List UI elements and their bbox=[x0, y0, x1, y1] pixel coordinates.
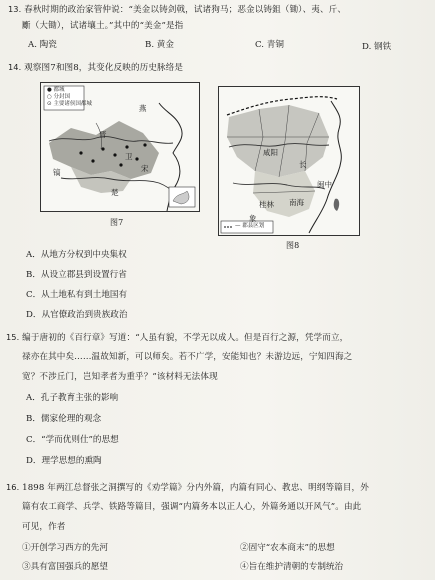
q15-line1 bbox=[6, 332, 348, 344]
q15-line3: 宽？不涉丘门，岂知孝者为重乎？”该材料无法体现 bbox=[22, 372, 218, 382]
q16-line3: 可见，作者 bbox=[22, 522, 66, 532]
q14-stem: 观察图7和图8，其变化反映的历史脉络是 bbox=[24, 63, 184, 73]
q13-line1 bbox=[8, 4, 346, 16]
map7-caption: 图7 bbox=[110, 218, 124, 227]
q14-option-a: A．从地方分权到中央集权 bbox=[26, 250, 127, 260]
q13-option-c: C. 青铜 bbox=[255, 40, 284, 50]
map8-label: 长 bbox=[299, 160, 307, 169]
q13-number: 13. bbox=[8, 4, 22, 14]
map7-label: 卫 bbox=[125, 152, 133, 161]
map8-legend: — 郡县区划 bbox=[235, 223, 265, 229]
q16-line2: 篇有农工商学、兵学、铁路等篇目，强调“内篇务本以正人心，外篇务通以开风气”。由此 bbox=[22, 502, 362, 512]
map7-label: 宋 bbox=[141, 164, 149, 173]
q14-number: 14. bbox=[8, 62, 22, 72]
q14-option-b: B．从设立郡县到设置行省 bbox=[26, 270, 127, 280]
map-figure-8 bbox=[218, 86, 360, 236]
q14-option-d: D．从官僚政治到贵族政治 bbox=[26, 310, 128, 320]
map7-legend-item: ● 都城 bbox=[47, 87, 65, 93]
q15-option-d: D．理学思想的熏陶 bbox=[26, 456, 102, 466]
q16-statement-2: ②固守“农本商末”的思想 bbox=[240, 543, 335, 553]
q13-option-d: D. 钢铁 bbox=[362, 42, 392, 52]
q13-line2: 斸（大锄），试诸壤土。”其中的“美金”是指 bbox=[22, 21, 184, 31]
q15-line2: 禄亦在其中矣……温故知新，可以师矣。若不广学，安能知也？未游边远，宁知四海之 bbox=[22, 352, 353, 362]
q13-text1: 春秋时期的政治家管仲说：“美金以铸剑戟，试诸狗马；恶金以铸鉏（锄）、夷、斤、 bbox=[24, 5, 347, 15]
q16-statement-4: ④旨在维护清朝的专制统治 bbox=[240, 562, 344, 572]
q15-text1: 编于唐初的《百行章》写道：“人虽有貌，不学无以成人。但是百行之源，凭学而立， bbox=[22, 333, 349, 343]
q13-option-a: A. 陶瓷 bbox=[28, 40, 57, 50]
map7-label: 镐 bbox=[53, 168, 61, 177]
map8-label: 咸阳 bbox=[263, 148, 278, 157]
q14-option-c: C．从土地私有到土地国有 bbox=[26, 290, 128, 300]
map7-legend-item: ⊙ 主要诸侯国都城 bbox=[47, 101, 92, 107]
q16-line1 bbox=[6, 482, 369, 494]
map8-label: 桂林 bbox=[259, 200, 274, 209]
map7-label: 燕 bbox=[139, 104, 147, 113]
map8-label: 闽中 bbox=[317, 180, 332, 189]
q15-option-a: A．孔子教育主张的影响 bbox=[26, 393, 119, 403]
q14-stem-line bbox=[8, 62, 183, 74]
q16-statement-3: ③具有富国强兵的愿望 bbox=[22, 562, 108, 572]
map8-drawing bbox=[219, 87, 359, 235]
q16-number: 16. bbox=[6, 482, 20, 492]
map7-label: 楚 bbox=[111, 188, 119, 197]
map8-label: 象 bbox=[249, 214, 257, 223]
map7-label: 晋 bbox=[99, 130, 107, 139]
map8-caption: 图8 bbox=[286, 241, 300, 250]
q15-option-c: C．“学而优则仕”的思想 bbox=[26, 435, 119, 445]
q13-option-b: B. 黄金 bbox=[145, 40, 174, 50]
map7-legend bbox=[47, 87, 92, 108]
map8-label: 南海 bbox=[289, 198, 304, 207]
q16-text1: 1898 年两江总督张之洞撰写的《劝学篇》分内外篇，内篇有同心、教忠、明纲等篇目，外 bbox=[22, 483, 369, 493]
map-figure-7 bbox=[40, 82, 200, 212]
q15-option-b: B．儒家伦理的观念 bbox=[26, 414, 102, 424]
map7-legend-item: ○ 分封国 bbox=[47, 94, 71, 100]
q16-statement-1: ①开创学习西方的先河 bbox=[22, 543, 108, 553]
q15-number: 15. bbox=[6, 332, 20, 342]
